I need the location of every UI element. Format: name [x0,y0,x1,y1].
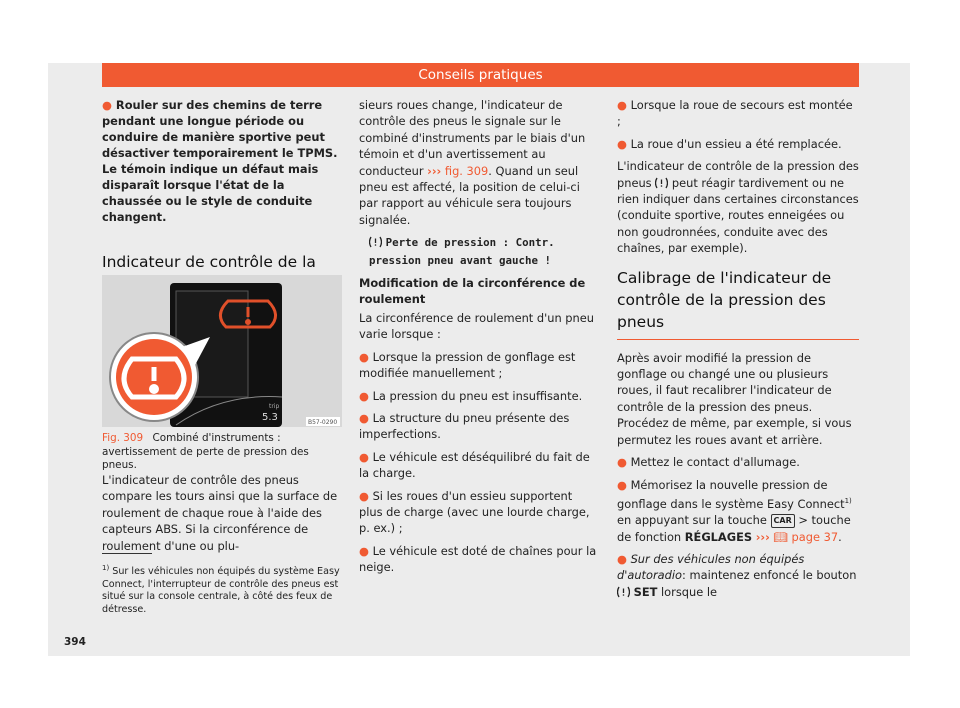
fig-link[interactable]: fig. 309 [444,163,489,178]
step-item: ● Mémorisez la nouvelle pression de gonflage dans le système Easy Connect$^{1)}$ en appuyant sur la touche CAR > touche de fonction RÉGLAGES ››› 📖︎ page 37. [617,477,852,544]
list-item: ● La roue d'un essieu a été remplacée. [617,136,842,151]
page-number: 394 [64,636,86,648]
list-item: ● La structure du pneu présente des imperfections. [359,410,570,442]
column-3 [617,97,859,606]
tpms-icon [369,236,382,248]
instrument-cluster-illustration [102,275,342,427]
link-arrows: ››› [427,163,442,178]
body-paragraph: L'indicateur de contrôle des pneus compare les tours ainsi que la surface de roulement de chaque roue à l'aide des capteurs ABS. Si la circonférence de roulement d'une ou plu- [102,473,338,553]
figure-code: B57-0290 [308,419,338,426]
footnote-rule [102,553,152,554]
step-item: ● Sur des véhicules non équipés d'autoradio: maintenez enfoncé le bouton SET lorsque le [617,551,857,599]
trip-value: 5.3 [262,412,278,423]
condition-list [359,349,599,576]
footnote-number: 1) [102,564,110,572]
column-2 [359,97,599,582]
col2-paragraph-2: La circonférence de roulement d'un pneu varie lorsque : [359,310,594,342]
column-1 [102,97,342,304]
bullet-dot: ● [102,98,112,112]
page-link[interactable]: page 37 [791,529,839,544]
reglages-label: RÉGLAGES [684,529,753,544]
section-title: Calibrage de l'indicateur de contrôle de la pression des pneus [617,268,832,331]
intro-bullet-text: Rouler sur des chemins de terre pendant une longue période ou conduire de manière sportive peut désactiver temporairement le TPMS. Le témoin indique un défaut mais disparaît lorsque l'état de la chaussée ou le style de conduite changent. [102,98,338,224]
set-label: SET [633,584,658,599]
section-heading-2 [617,267,859,340]
p1-start: sieurs roues change, l'indicateur de contrôle des pneus le signale sur le combiné d'instruments par le biais d'un témoin et d'un avertissement au conducteur [359,98,586,178]
footnote [102,562,342,617]
book-icon: 📖︎ [773,529,788,544]
p1-a: L'indicateur de contrôle de la pression des pneus [617,159,859,190]
intro-bullet [102,97,342,225]
col3-paragraph-2: Après avoir modifié la pression de gonflage ou changé une ou plusieurs roues, il faut recalibrer l'indicateur de contrôle de la pression des pneus. Procédez de même, par exemple, si vous permutez les roues avant et arrière. [617,350,852,447]
list-item: ● Lorsque la roue de secours est montée ; [617,98,853,129]
car-key-icon: CAR [771,514,795,528]
step-item: ● Mettez le contact d'allumage. [617,455,800,470]
list-item: ● La pression du pneu est insuffisante. [359,388,583,403]
tpms-icon [655,177,668,189]
figure-309 [102,275,342,427]
list-item: ● Le véhicule est déséquilibré du fait de la charge. [359,449,590,481]
p1-b: peut réagir tardivement ou ne rien indiquer dans certaines circonstances (conduite sportive, routes enneigées ou non goudronnées, conduite avec des chaînes, par exemple). [617,175,859,256]
list-item: ● Si les roues d'un essieu supportent plus de charge (avec une lourde charge, p. ex.) ; [359,488,590,536]
tpms-icon [617,586,630,598]
caption-text: Combiné d'instruments : avertissement de perte de pression des pneus. [102,432,309,471]
display-message-text: Perte de pression : Contr. pression pneu avant gauche ! [369,236,555,267]
footnote-text: Sur les véhicules non équipés du système Easy Connect, l'interrupteur de contrôle des pneus est situé sur la console centrale, à côté des feux de détresse. [102,566,340,615]
col2-paragraph-1 [359,97,599,228]
list-item: ● Le véhicule est doté de chaînes pour la neige. [359,543,597,575]
list-item: ● Lorsque la pression de gonflage est modifiée manuellement ; [359,349,576,381]
page-header: Conseils pratiques [102,63,859,87]
trip-label: trip [269,403,280,410]
caption-number: Fig. 309 [102,432,144,444]
column-1-body [102,472,342,560]
section-title: Indicateur de contrôle de la [102,253,316,271]
p1-end: . Quand un seul pneu est affecté, la position de celui-ci par rapport au véhicule sera toujours signalée. [359,163,580,227]
link-arrows: ››› [755,529,770,544]
subheading: Modification de la circonférence de roulement [359,276,586,307]
col3-paragraph-1 [617,158,859,256]
figure-caption [102,432,342,473]
display-message [359,234,599,269]
